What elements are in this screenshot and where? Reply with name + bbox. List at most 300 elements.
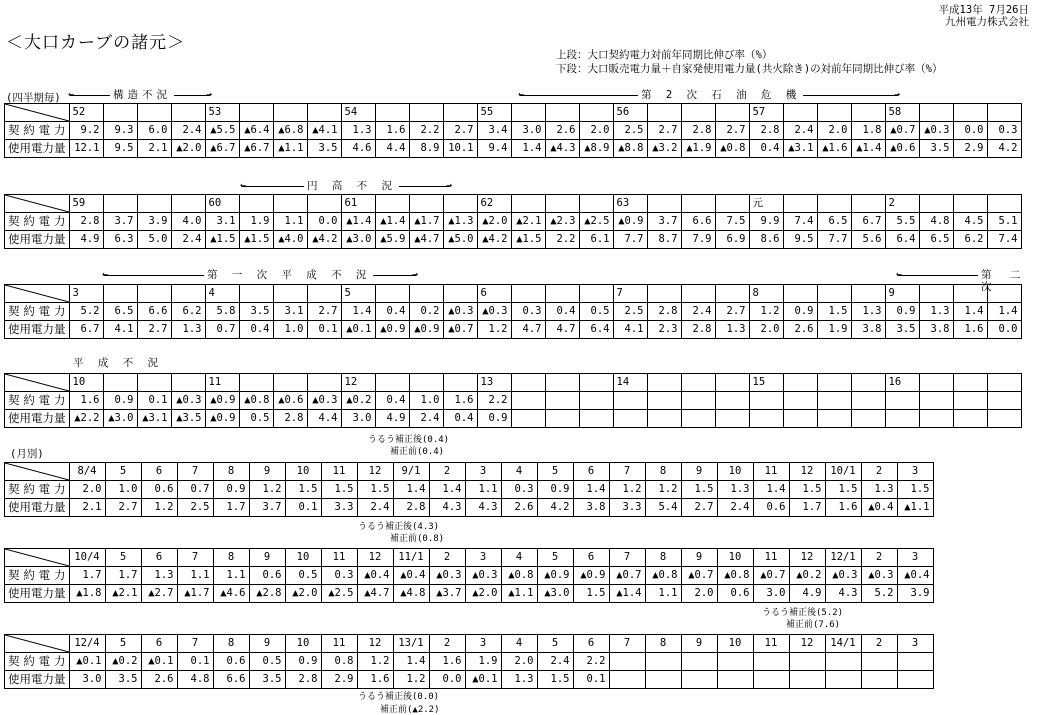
- contract-value-cell: 3.9: [137, 213, 171, 231]
- contract-value-cell: 0.5: [249, 653, 285, 671]
- contract-value-cell: 1.4: [753, 481, 789, 499]
- period-header-cell: 12/4: [69, 635, 105, 653]
- period-header-cell: [273, 374, 307, 392]
- period-header-cell: [239, 104, 273, 122]
- contract-value-cell: 5.5: [885, 213, 919, 231]
- period-second-oil-crisis: ← → 第 2 次 石 油 危 機: [518, 89, 900, 101]
- period-header-cell: [137, 104, 171, 122]
- contract-value-cell: 2.4: [537, 653, 573, 671]
- period-header-cell: [919, 285, 953, 303]
- period-header-cell: 13: [477, 374, 511, 392]
- period-header-cell: 59: [69, 195, 103, 213]
- usage-value-cell: [897, 671, 933, 689]
- usage-value-cell: ▲1.8: [69, 585, 105, 603]
- contract-value-cell: ▲5.5: [205, 122, 239, 140]
- period-header-cell: 6: [573, 635, 609, 653]
- period-header-cell: [987, 195, 1021, 213]
- usage-value-cell: 7.7: [613, 231, 647, 249]
- period-header-cell: 4: [501, 463, 537, 481]
- contract-value-cell: 0.6: [141, 481, 177, 499]
- usage-value-cell: 1.5: [573, 585, 609, 603]
- usage-value-cell: ▲2.0: [285, 585, 321, 603]
- period-header-cell: [681, 104, 715, 122]
- usage-value-cell: ▲2.5: [321, 585, 357, 603]
- header-corner-diagonal: [5, 549, 70, 567]
- contract-value-cell: 2.4: [681, 303, 715, 321]
- period-header-cell: 9: [249, 463, 285, 481]
- contract-value-cell: ▲0.3: [429, 567, 465, 585]
- usage-value-cell: ▲6.7: [239, 140, 273, 158]
- usage-value-cell: 1.3: [715, 321, 749, 339]
- contract-value-cell: 0.1: [137, 392, 171, 410]
- contract-value-cell: ▲1.4: [375, 213, 409, 231]
- usage-value-cell: 6.4: [579, 321, 613, 339]
- usage-value-cell: 2.8: [393, 499, 429, 517]
- usage-value-cell: [609, 671, 645, 689]
- contract-value-cell: 0.3: [501, 481, 537, 499]
- monthly-table-1: [4, 462, 934, 517]
- usage-value-cell: ▲3.2: [647, 140, 681, 158]
- contract-value-cell: 5.2: [69, 303, 103, 321]
- contract-value-cell: 2.7: [647, 122, 681, 140]
- quarterly-leap-adjusted-note: うるう補正後(0.4): [368, 435, 450, 445]
- usage-value-cell: 4.6: [341, 140, 375, 158]
- usage-value-cell: 2.3: [647, 321, 681, 339]
- contract-value-cell: ▲2.5: [579, 213, 613, 231]
- period-header-cell: [647, 374, 681, 392]
- period-header-cell: 14/1: [825, 635, 861, 653]
- contract-value-cell: 6.6: [681, 213, 715, 231]
- contract-value-cell: 0.2: [409, 303, 443, 321]
- company-name: 九州電力株式会社: [945, 16, 1029, 28]
- usage-value-cell: 4.1: [103, 321, 137, 339]
- usage-value-cell: 2.1: [137, 140, 171, 158]
- contract-value-cell: ▲0.3: [465, 567, 501, 585]
- period-header-cell: [681, 285, 715, 303]
- usage-value-cell: [647, 410, 681, 428]
- period-header-cell: [715, 285, 749, 303]
- contract-value-cell: 0.9: [885, 303, 919, 321]
- usage-value-cell: 4.2: [537, 499, 573, 517]
- usage-value-cell: 3.0: [341, 410, 375, 428]
- contract-value-cell: 2.8: [681, 122, 715, 140]
- usage-value-cell: ▲0.9: [375, 321, 409, 339]
- contract-value-cell: 0.8: [321, 653, 357, 671]
- period-header-cell: [273, 285, 307, 303]
- period-header-cell: [511, 374, 545, 392]
- contract-value-cell: 1.5: [285, 481, 321, 499]
- usage-value-cell: ▲4.8: [393, 585, 429, 603]
- contract-value-cell: 1.2: [609, 481, 645, 499]
- usage-value-cell: 2.9: [953, 140, 987, 158]
- usage-value-cell: 6.2: [953, 231, 987, 249]
- period-header-cell: 2: [429, 549, 465, 567]
- period-header-cell: [171, 104, 205, 122]
- period-header-cell: 5: [105, 463, 141, 481]
- contract-value-cell: 1.3: [919, 303, 953, 321]
- period-header-cell: 11: [321, 549, 357, 567]
- contract-value-cell: 1.1: [213, 567, 249, 585]
- contract-value-cell: 9.3: [103, 122, 137, 140]
- usage-value-cell: 2.6: [501, 499, 537, 517]
- usage-value-cell: 6.4: [885, 231, 919, 249]
- contract-value-cell: [753, 653, 789, 671]
- period-header-cell: [715, 104, 749, 122]
- contract-value-cell: [647, 392, 681, 410]
- contract-value-cell: ▲1.7: [409, 213, 443, 231]
- usage-value-cell: 0.4: [749, 140, 783, 158]
- period-header-cell: [545, 104, 579, 122]
- contract-value-cell: [825, 653, 861, 671]
- monthly-3-leap-adjusted-note: うるう補正後(0.0): [358, 692, 440, 702]
- usage-value-cell: 0.0: [987, 321, 1021, 339]
- usage-value-cell: 2.8: [681, 321, 715, 339]
- contract-value-cell: 6.0: [137, 122, 171, 140]
- usage-value-cell: 1.6: [953, 321, 987, 339]
- period-header-cell: 2: [861, 463, 897, 481]
- usage-value-cell: 0.9: [477, 410, 511, 428]
- contract-value-cell: 2.0: [501, 653, 537, 671]
- usage-value-cell: 3.3: [609, 499, 645, 517]
- contract-value-cell: 0.0: [307, 213, 341, 231]
- period-header-cell: 62: [477, 195, 511, 213]
- contract-power-label: 契約電力: [5, 213, 70, 231]
- contract-value-cell: 2.8: [647, 303, 681, 321]
- period-header-cell: [783, 285, 817, 303]
- period-header-cell: 8: [213, 549, 249, 567]
- usage-value-cell: 3.9: [897, 585, 933, 603]
- usage-value-cell: [681, 410, 715, 428]
- usage-value-cell: 2.4: [171, 231, 205, 249]
- period-header-cell: 12: [789, 549, 825, 567]
- usage-value-cell: 3.5: [307, 140, 341, 158]
- period-header-cell: 13/1: [393, 635, 429, 653]
- contract-value-cell: [609, 653, 645, 671]
- usage-value-cell: [717, 671, 753, 689]
- period-header-cell: [851, 104, 885, 122]
- usage-value-cell: [511, 410, 545, 428]
- contract-value-cell: ▲0.2: [789, 567, 825, 585]
- period-heisei-recession: 平 成 不 況: [70, 357, 170, 369]
- usage-value-cell: 2.6: [783, 321, 817, 339]
- usage-value-cell: 3.8: [919, 321, 953, 339]
- monthly-table-3: [4, 634, 934, 689]
- contract-value-cell: 2.0: [69, 481, 105, 499]
- period-header-cell: [681, 374, 715, 392]
- usage-value-cell: [861, 671, 897, 689]
- period-header-cell: 2: [861, 549, 897, 567]
- monthly-1-unadjusted-note: 補正前(0.8): [390, 534, 445, 544]
- contract-value-cell: ▲6.4: [239, 122, 273, 140]
- usage-value-cell: 9.5: [103, 140, 137, 158]
- contract-value-cell: 0.6: [213, 653, 249, 671]
- contract-value-cell: ▲2.1: [511, 213, 545, 231]
- contract-value-cell: 2.8: [69, 213, 103, 231]
- period-header-cell: 12: [789, 463, 825, 481]
- period-header-cell: [307, 195, 341, 213]
- usage-value-cell: [789, 671, 825, 689]
- period-header-cell: [273, 195, 307, 213]
- usage-value-cell: 8.7: [647, 231, 681, 249]
- period-header-cell: 7: [177, 463, 213, 481]
- contract-value-cell: ▲0.8: [717, 567, 753, 585]
- usage-value-cell: 9.4: [477, 140, 511, 158]
- period-header-cell: [783, 104, 817, 122]
- contract-value-cell: 0.3: [321, 567, 357, 585]
- contract-value-cell: [885, 392, 919, 410]
- usage-value-cell: ▲4.3: [545, 140, 579, 158]
- usage-value-cell: [613, 410, 647, 428]
- period-header-cell: 3: [897, 549, 933, 567]
- period-header-cell: 10/4: [69, 549, 105, 567]
- contract-value-cell: 1.6: [443, 392, 477, 410]
- page-title: ＜大口カーブの諸元＞: [6, 33, 186, 53]
- period-header-cell: 3: [465, 635, 501, 653]
- contract-value-cell: [851, 392, 885, 410]
- usage-value-cell: 6.7: [69, 321, 103, 339]
- contract-value-cell: 6.5: [103, 303, 137, 321]
- contract-value-cell: 1.6: [429, 653, 465, 671]
- contract-value-cell: 2.8: [749, 122, 783, 140]
- contract-value-cell: 0.1: [177, 653, 213, 671]
- monthly-1-leap-adjusted-note: うるう補正後(4.3): [358, 522, 440, 532]
- usage-value-cell: 4.4: [307, 410, 341, 428]
- contract-value-cell: ▲0.9: [537, 567, 573, 585]
- period-header-cell: [239, 285, 273, 303]
- usage-value-cell: ▲1.4: [851, 140, 885, 158]
- period-header-cell: 10: [285, 635, 321, 653]
- period-structural-recession: ← → 構造不況: [68, 89, 212, 101]
- usage-value-cell: ▲2.1: [105, 585, 141, 603]
- period-header-cell: [375, 104, 409, 122]
- usage-value-cell: ▲0.7: [443, 321, 477, 339]
- period-header-cell: [103, 374, 137, 392]
- usage-value-cell: 1.9: [817, 321, 851, 339]
- period-header-cell: [579, 374, 613, 392]
- period-header-cell: 9: [249, 635, 285, 653]
- period-header-cell: 10: [285, 549, 321, 567]
- period-header-cell: [919, 104, 953, 122]
- usage-value-cell: 3.5: [105, 671, 141, 689]
- usage-value-cell: ▲2.0: [465, 585, 501, 603]
- usage-value-cell: ▲1.6: [817, 140, 851, 158]
- usage-value-cell: ▲0.1: [341, 321, 375, 339]
- contract-value-cell: 2.7: [715, 303, 749, 321]
- contract-value-cell: [749, 392, 783, 410]
- contract-value-cell: 2.0: [817, 122, 851, 140]
- contract-value-cell: 1.0: [409, 392, 443, 410]
- usage-value-cell: [987, 410, 1021, 428]
- contract-value-cell: 1.2: [357, 653, 393, 671]
- contract-value-cell: 0.3: [987, 122, 1021, 140]
- period-header-cell: 52: [69, 104, 103, 122]
- usage-value-cell: [545, 410, 579, 428]
- contract-value-cell: 0.4: [375, 303, 409, 321]
- contract-value-cell: 1.5: [357, 481, 393, 499]
- usage-value-cell: 6.6: [213, 671, 249, 689]
- contract-value-cell: 1.1: [177, 567, 213, 585]
- contract-value-cell: 1.7: [69, 567, 105, 585]
- usage-value-cell: 1.7: [789, 499, 825, 517]
- contract-value-cell: 1.4: [429, 481, 465, 499]
- period-header-cell: [953, 104, 987, 122]
- usage-value-cell: 2.7: [105, 499, 141, 517]
- contract-value-cell: [919, 392, 953, 410]
- period-header-cell: [851, 374, 885, 392]
- period-header-cell: 53: [205, 104, 239, 122]
- period-header-cell: 10: [69, 374, 103, 392]
- contract-value-cell: 3.1: [273, 303, 307, 321]
- contract-value-cell: 2.5: [613, 122, 647, 140]
- contract-power-label: 契約電力: [5, 303, 70, 321]
- usage-value-cell: 2.9: [321, 671, 357, 689]
- contract-value-cell: 2.6: [545, 122, 579, 140]
- usage-value-cell: 2.5: [177, 499, 213, 517]
- period-header-cell: 16: [885, 374, 919, 392]
- period-header-cell: 7: [177, 549, 213, 567]
- contract-value-cell: 1.4: [573, 481, 609, 499]
- period-header-cell: [579, 195, 613, 213]
- period-header-cell: 8: [645, 549, 681, 567]
- contract-value-cell: [545, 392, 579, 410]
- usage-volume-label: 使用電力量: [5, 140, 70, 158]
- period-header-cell: [273, 104, 307, 122]
- usage-value-cell: ▲3.0: [341, 231, 375, 249]
- usage-value-cell: 4.1: [613, 321, 647, 339]
- period-header-cell: [545, 374, 579, 392]
- usage-value-cell: ▲8.8: [613, 140, 647, 158]
- period-header-cell: [137, 374, 171, 392]
- usage-value-cell: 2.6: [141, 671, 177, 689]
- usage-value-cell: ▲3.1: [137, 410, 171, 428]
- contract-value-cell: [897, 653, 933, 671]
- contract-value-cell: 3.1: [205, 213, 239, 231]
- contract-value-cell: 2.5: [613, 303, 647, 321]
- period-header-cell: [511, 195, 545, 213]
- usage-value-cell: ▲6.7: [205, 140, 239, 158]
- usage-value-cell: 0.7: [205, 321, 239, 339]
- usage-value-cell: 5.2: [861, 585, 897, 603]
- contract-value-cell: 2.4: [171, 122, 205, 140]
- monthly-2-unadjusted-note: 補正前(7.6): [786, 620, 841, 630]
- contract-value-cell: ▲0.3: [307, 392, 341, 410]
- contract-value-cell: ▲0.1: [69, 653, 105, 671]
- contract-power-label: 契約電力: [5, 653, 70, 671]
- contract-value-cell: ▲0.8: [501, 567, 537, 585]
- contract-value-cell: [789, 653, 825, 671]
- header-corner-diagonal: [5, 635, 70, 653]
- period-header-cell: 7: [177, 635, 213, 653]
- period-header-cell: [409, 285, 443, 303]
- period-header-cell: [443, 285, 477, 303]
- legend-upper: 上段：大口契約電力対前年同期比伸び率（%）: [556, 49, 773, 61]
- contract-value-cell: 3.4: [477, 122, 511, 140]
- contract-value-cell: 0.6: [249, 567, 285, 585]
- period-header-cell: 6: [573, 463, 609, 481]
- period-header-cell: 9: [681, 463, 717, 481]
- usage-value-cell: ▲2.2: [69, 410, 103, 428]
- contract-value-cell: 1.0: [105, 481, 141, 499]
- period-header-cell: [239, 195, 273, 213]
- usage-value-cell: 3.5: [919, 140, 953, 158]
- period-header-cell: [171, 195, 205, 213]
- period-header-cell: 11/1: [393, 549, 429, 567]
- usage-value-cell: 7.7: [817, 231, 851, 249]
- period-header-cell: 10: [285, 463, 321, 481]
- period-header-cell: [715, 374, 749, 392]
- usage-value-cell: 3.8: [851, 321, 885, 339]
- usage-value-cell: 0.1: [307, 321, 341, 339]
- period-header-cell: [987, 285, 1021, 303]
- contract-value-cell: 0.9: [213, 481, 249, 499]
- contract-value-cell: 2.4: [783, 122, 817, 140]
- usage-value-cell: [783, 410, 817, 428]
- period-header-cell: [307, 285, 341, 303]
- usage-value-cell: 2.4: [357, 499, 393, 517]
- period-header-cell: [375, 285, 409, 303]
- usage-value-cell: 10.1: [443, 140, 477, 158]
- usage-value-cell: 8.9: [409, 140, 443, 158]
- contract-value-cell: [645, 653, 681, 671]
- contract-value-cell: 2.7: [715, 122, 749, 140]
- contract-value-cell: 0.4: [545, 303, 579, 321]
- contract-value-cell: 3.0: [511, 122, 545, 140]
- usage-value-cell: 8.6: [749, 231, 783, 249]
- usage-value-cell: 2.1: [69, 499, 105, 517]
- usage-value-cell: 1.5: [537, 671, 573, 689]
- period-header-cell: 11: [205, 374, 239, 392]
- contract-value-cell: 2.2: [409, 122, 443, 140]
- usage-value-cell: 5.0: [137, 231, 171, 249]
- usage-value-cell: 0.5: [239, 410, 273, 428]
- legend-lower: 下段：大口販売電力量＋自家発使用電力量(共火除き)の対前年同期比伸び率（%）: [556, 63, 943, 75]
- usage-value-cell: 1.7: [213, 499, 249, 517]
- contract-value-cell: ▲2.0: [477, 213, 511, 231]
- period-header-cell: 2: [861, 635, 897, 653]
- contract-value-cell: ▲0.2: [105, 653, 141, 671]
- contract-value-cell: 2.7: [307, 303, 341, 321]
- contract-value-cell: [681, 653, 717, 671]
- usage-value-cell: 0.0: [429, 671, 465, 689]
- usage-value-cell: ▲3.0: [103, 410, 137, 428]
- usage-value-cell: 5.4: [645, 499, 681, 517]
- period-header-cell: [783, 374, 817, 392]
- usage-value-cell: ▲4.0: [273, 231, 307, 249]
- usage-value-cell: 1.6: [357, 671, 393, 689]
- contract-value-cell: 3.5: [239, 303, 273, 321]
- contract-value-cell: 1.3: [861, 481, 897, 499]
- contract-value-cell: 1.3: [717, 481, 753, 499]
- period-header-cell: 5: [105, 635, 141, 653]
- contract-value-cell: 1.9: [465, 653, 501, 671]
- usage-value-cell: ▲3.7: [429, 585, 465, 603]
- period-second-heisei-recession: ← 第 二 次: [898, 269, 1034, 281]
- period-header-cell: 8/4: [69, 463, 105, 481]
- period-header-cell: 6: [477, 285, 511, 303]
- period-header-cell: 8: [213, 463, 249, 481]
- header-corner-diagonal: [5, 463, 70, 481]
- period-header-cell: 8: [645, 635, 681, 653]
- contract-value-cell: [987, 392, 1021, 410]
- usage-value-cell: 1.2: [141, 499, 177, 517]
- period-header-cell: 61: [341, 195, 375, 213]
- usage-value-cell: [645, 671, 681, 689]
- contract-value-cell: 2.0: [579, 122, 613, 140]
- contract-value-cell: 1.3: [851, 303, 885, 321]
- usage-value-cell: ▲2.7: [141, 585, 177, 603]
- contract-value-cell: ▲0.6: [273, 392, 307, 410]
- period-header-cell: 7: [613, 285, 647, 303]
